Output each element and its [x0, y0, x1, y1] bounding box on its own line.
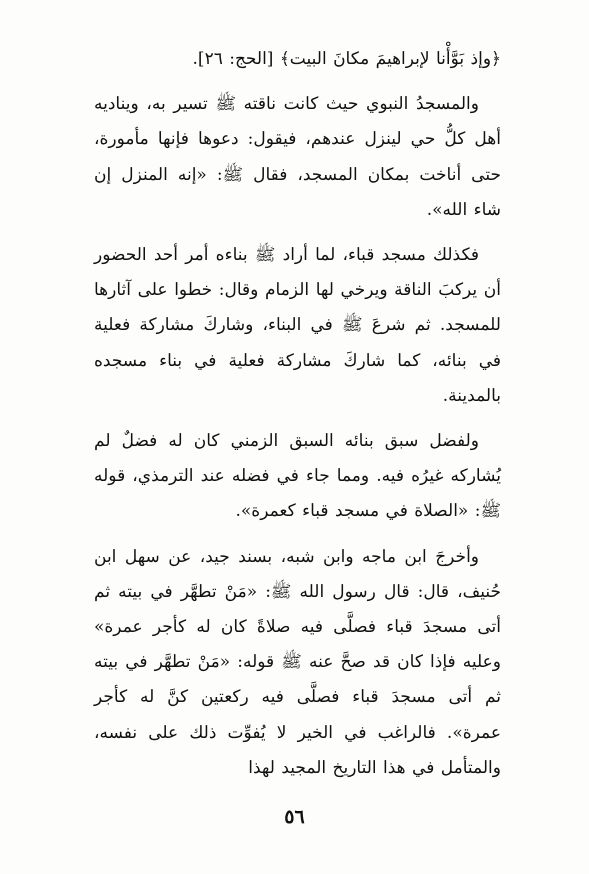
paragraph-quba-virtue: ولفضل سبق بنائه السبق الزمني كان له فضلٌ لم يُشاركه غيرُه فيه. ومما جاء في فضله عند الترمذي، قوله ﷺ: «الصلاة في مسجد قباء كعمرة».: [94, 431, 501, 522]
body-text: [94, 42, 501, 796]
paragraph-hadith-umrah: وأخرجَ ابن ماجه وابن شبه، بسند جيد، عن سهل ابن حُنيف، قال: قال رسول الله ﷺ: «مَنْ تطهَّر في بيته ثم أتى مسجدَ قباء فصلَّى فيه صلاةً كان له كأجر عمرة» وعليه فإذا كان قد صحَّ عنه ﷺ قوله: «مَنْ تطهَّر في بيته ثم أتى مسجدَ قباء فصلَّى فيه ركعتين كنَّ له كأجر عمرة». فالراغب في الخير لا يُفوِّت ذلك على نفسه، والمتأمل في هذا التاريخ المجيد لهذا: [94, 546, 501, 778]
quran-verse-paragraph: ﴿وإذ بَوَّأْنا لإبراهيمَ مكانَ البيت﴾ [الحج: ٢٦].: [192, 49, 501, 69]
paragraph-quba-building: فكذلك مسجد قباء، لما أراد ﷺ بناءه أمر أحد الحضور أن يركبَ الناقة ويرخي لها الزمام وقال: خطوا على آثارها للمسجد. ثم شرعَ ﷺ في البناء، وشاركَ مشاركة فعلية في بنائه، كما شاركَ مشاركة فعلية في بناء مسجده بالمدينة.: [94, 245, 501, 406]
page-number: ٥٦: [284, 806, 305, 828]
paragraph-prophet-mosque: والمسجدُ النبوي حيث كانت ناقته ﷺ تسير به، ويناديه أهل كلُّ حي لينزل عندهم، فيقول: دعوها فإنها مأمورة، حتى أناخت بمكان المسجد، فقال ﷺ: «إنه المنزل إن شاء الله».: [94, 94, 501, 220]
